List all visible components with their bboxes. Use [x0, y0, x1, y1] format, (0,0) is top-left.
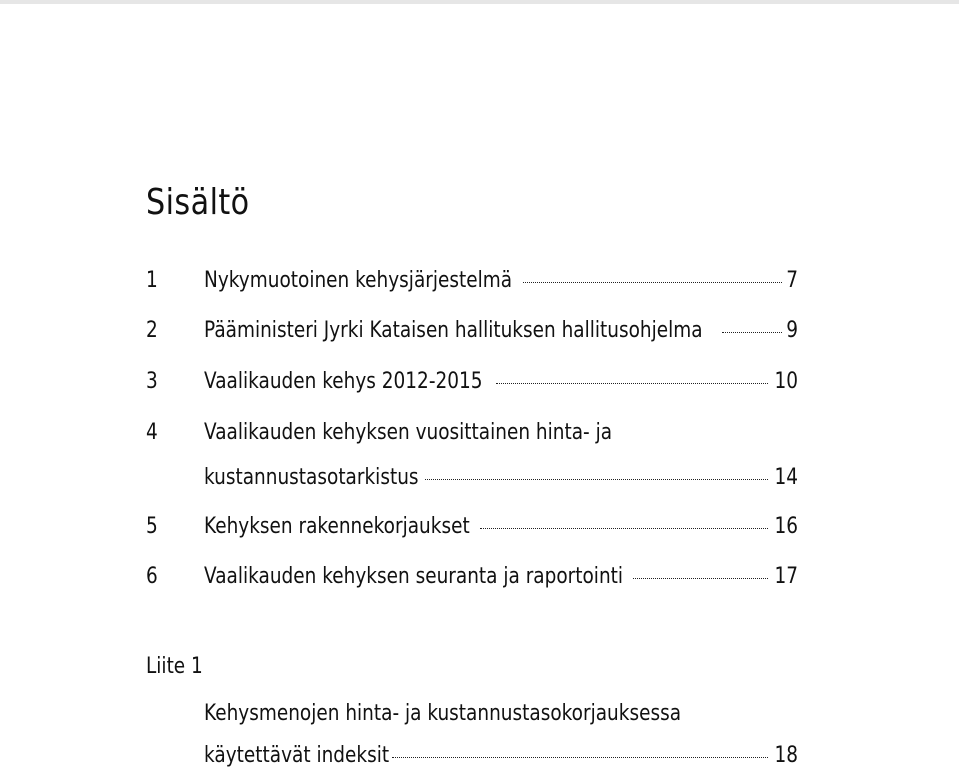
appendix-page: 18	[774, 743, 798, 768]
appendix-entry-continued[interactable]	[146, 741, 798, 771]
top-rule	[0, 0, 959, 4]
toc-entry-number: 6	[146, 564, 158, 589]
appendix-title-line-1: Kehysmenojen hinta- ja kustannustasokorjauksessa	[204, 701, 682, 726]
toc-entry-3[interactable]	[146, 367, 798, 397]
dot-leader	[722, 332, 782, 333]
toc-entry-page: 9	[786, 318, 798, 343]
toc-entry-number: 1	[146, 268, 158, 293]
dot-leader	[425, 479, 768, 480]
toc-entry-title: Vaalikauden kehys 2012-2015	[204, 369, 483, 394]
appendix-label: Liite 1	[146, 654, 203, 679]
toc-entry-title: Pääministeri Jyrki Kataisen hallituksen hallitusohjelma	[204, 318, 703, 343]
toc-entry-title: Vaalikauden kehyksen seuranta ja raportointi	[204, 564, 624, 589]
dot-leader	[496, 383, 768, 384]
dot-leader	[392, 757, 768, 758]
toc-entry-page: 10	[774, 369, 798, 394]
toc-entry-number: 5	[146, 514, 158, 539]
toc-entry-title: Kehyksen rakennekorjaukset	[204, 514, 470, 539]
dot-leader	[480, 528, 768, 529]
appendix-entry[interactable]	[146, 699, 798, 729]
toc-entry-page: 14	[774, 465, 798, 490]
toc-entry-2[interactable]	[146, 316, 798, 346]
appendix-title-line-2: käytettävät indeksit	[204, 743, 390, 768]
toc-entry-title-line-2: kustannustasotarkistus	[204, 465, 419, 490]
toc-entry-page: 17	[774, 564, 798, 589]
toc-entry-title: Nykymuotoinen kehysjärjestelmä	[204, 268, 513, 293]
toc-entry-number: 4	[146, 420, 158, 445]
toc-entry-page: 7	[786, 268, 798, 293]
page-title: Sisältö	[146, 182, 250, 223]
toc-entry-4[interactable]	[146, 418, 798, 448]
toc-entry-number: 2	[146, 318, 158, 343]
toc-entry-page: 16	[774, 514, 798, 539]
toc-entry-5[interactable]	[146, 512, 798, 542]
dot-leader	[523, 282, 782, 283]
toc-entry-4-continued[interactable]	[146, 463, 798, 493]
toc-entry-number: 3	[146, 369, 158, 394]
toc-entry-1[interactable]	[146, 266, 798, 296]
dot-leader	[633, 578, 768, 579]
toc-entry-6[interactable]	[146, 562, 798, 592]
toc-entry-title-line-1: Vaalikauden kehyksen vuosittainen hinta- ja	[204, 420, 613, 445]
